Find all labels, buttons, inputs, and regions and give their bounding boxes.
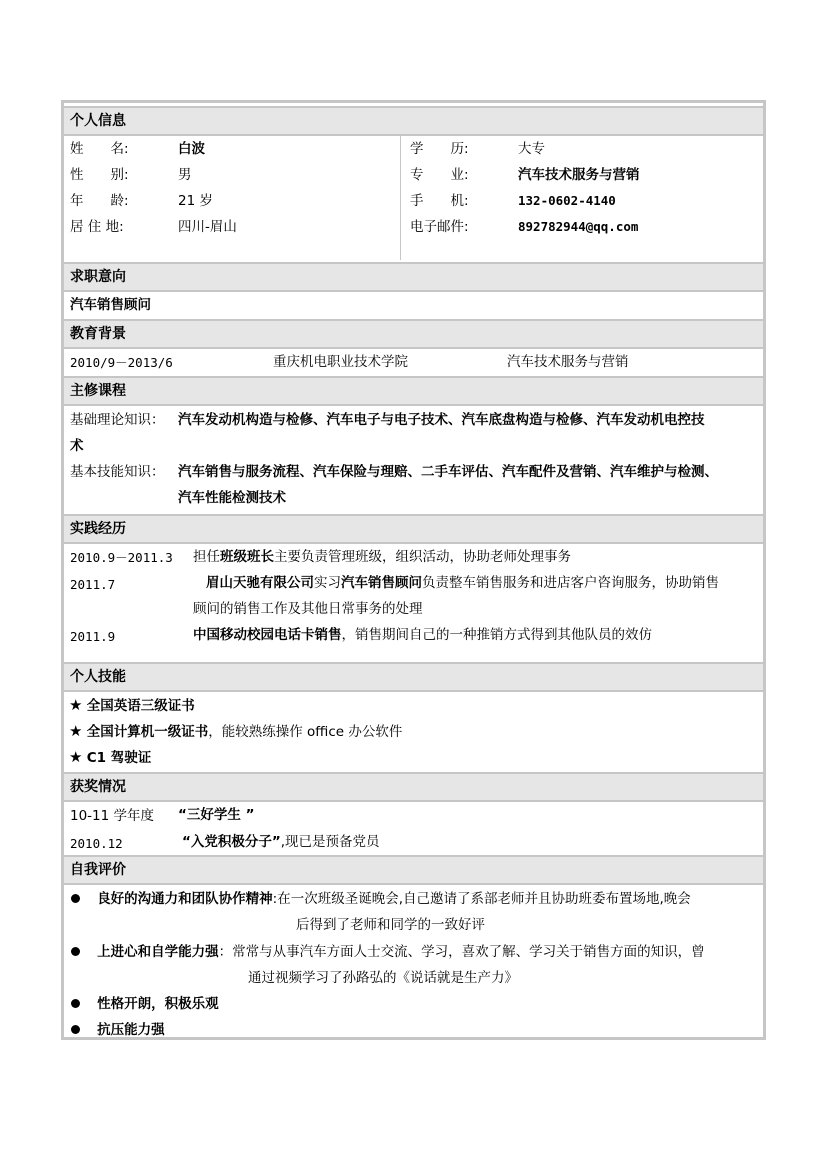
self-eval-4-title: 抗压能力强: [97, 1022, 165, 1038]
self-eval-3-title: 性格开朗，积极乐观: [97, 996, 219, 1012]
courses-theory-line1: 汽车发动机构造与检修、汽车电子与电子技术、汽车底盘构造与检修、汽车发动机电控技: [178, 412, 705, 428]
major-label: 专 业:: [410, 167, 469, 183]
practice3-activity: 中国移动校园电话卡销售: [193, 627, 342, 643]
practice2-text-d: 负责整车销售服务和进店客户咨询服务，协助销售: [422, 575, 719, 591]
phone-label: 手 机:: [410, 193, 469, 209]
skill-3-text: C1 驾驶证: [86, 750, 152, 766]
phone-value: 132-0602-4140: [518, 193, 616, 208]
practice2-role: 汽车销售顾问: [341, 575, 422, 591]
education-school: 重庆机电职业技术学院: [273, 354, 408, 370]
section-header-skills: 个人技能: [64, 662, 763, 692]
award1-title: “三好学生 ”: [178, 807, 255, 823]
age-value: 21 岁: [178, 193, 213, 209]
column-divider: [400, 134, 401, 260]
award2-rest: ,现已是预备党员: [280, 834, 380, 850]
courses-theory-line2: 术: [70, 438, 84, 454]
resume-sheet: [61, 100, 766, 1040]
section-header-personal: 个人信息: [64, 106, 763, 136]
bullet-icon: [71, 999, 80, 1008]
practice3-text: [193, 626, 652, 644]
courses-skill-line2: 汽车性能检测技术: [178, 490, 286, 506]
email-label: 电子邮件:: [410, 219, 469, 235]
skill-1-text: 全国英语三级证书: [86, 698, 195, 714]
name-label: 姓 名:: [70, 141, 129, 157]
email-value: 892782944@qq.com: [518, 219, 639, 234]
education-period: 2010/9－2013/6: [70, 355, 173, 370]
bullet-icon: [71, 947, 80, 956]
gender-value: 男: [178, 167, 192, 183]
skill-2-rest: ，能较熟练操作 office 办公软件: [208, 724, 403, 740]
courses-skill-label: 基本技能知识：: [70, 464, 165, 480]
self-eval-item-4: [71, 1021, 165, 1039]
intent-position: 汽车销售顾问: [70, 297, 151, 313]
section-header-awards: 获奖情况: [64, 772, 763, 802]
practice3-text-b: ，销售期间自己的一种推销方式得到其他队员的效仿: [341, 627, 652, 643]
education-major: 汽车技术服务与营销: [507, 354, 629, 370]
name-value: 白波: [178, 141, 205, 157]
residence-label: 居 住 地:: [70, 219, 124, 235]
self-eval-item-2: [71, 943, 705, 961]
self-eval-2-title: 上进心和自学能力强: [97, 944, 219, 960]
award1-date: 10-11 学年度: [70, 808, 155, 824]
section-header-education: 教育背景: [64, 319, 763, 349]
bullet-icon: [71, 1025, 80, 1034]
practice1-text-c: 主要负责管理班级，组织活动，协助老师处理事务: [274, 549, 571, 565]
award2-text: [182, 833, 380, 851]
section-header-self: 自我评价: [64, 855, 763, 885]
practice1-text-a: 担任: [193, 549, 220, 565]
practice1-date: 2010.9－2011.3: [70, 550, 173, 565]
section-header-practice: 实践经历: [64, 514, 763, 544]
skill-item-2: [69, 722, 402, 741]
section-header-intent: 求职意向: [64, 262, 763, 292]
practice2-text: [206, 574, 719, 592]
section-header-courses: 主修课程: [64, 376, 763, 406]
practice3-date: 2011.9: [70, 629, 116, 644]
self-eval-item-3: [71, 995, 219, 1013]
award2-date: 2010.12: [70, 836, 123, 851]
bullet-icon: [71, 894, 80, 903]
star-icon: ★: [69, 696, 83, 714]
skill-item-3: [69, 748, 151, 767]
age-label: 年 龄:: [70, 193, 129, 209]
star-icon: ★: [69, 748, 83, 766]
self-eval-1-text: :在一次班级圣诞晚会,自己邀请了系部老师并且协助班委布置场地,晚会: [272, 891, 691, 907]
courses-theory-label: 基础理论知识：: [70, 412, 165, 428]
practice1-role: 班级班长: [220, 549, 274, 565]
star-icon: ★: [69, 722, 83, 740]
self-eval-1-line2: 后得到了老师和同学的一致好评: [296, 917, 485, 933]
practice1-text: [193, 548, 571, 566]
degree-label: 学 历:: [410, 141, 469, 157]
major-value: 汽车技术服务与营销: [518, 167, 640, 183]
practice2-date: 2011.7: [70, 577, 116, 592]
practice2-line2: 顾问的销售工作及其他日常事务的处理: [193, 601, 423, 617]
self-eval-2-text: ：常常与从事汽车方面人士交流、学习，喜欢了解、学习关于销售方面的知识，曾: [218, 944, 705, 960]
gender-label: 性 别:: [70, 167, 129, 183]
courses-skill-line1: 汽车销售与服务流程、汽车保险与理赔、二手车评估、汽车配件及营销、汽车维护与检测、: [178, 464, 718, 480]
self-eval-item-1: [71, 890, 691, 908]
award2-title: “入党积极分子”: [182, 834, 281, 850]
degree-value: 大专: [518, 141, 545, 157]
residence-value: 四川-眉山: [178, 219, 237, 235]
self-eval-2-line2: 通过视频学习了孙路弘的《说话就是生产力》: [248, 970, 518, 986]
practice2-text-b: 实习: [314, 575, 341, 591]
self-eval-1-title: 良好的沟通力和团队协作精神: [97, 891, 273, 907]
practice2-company: 眉山天驰有限公司: [206, 575, 314, 591]
skill-2-text: 全国计算机一级证书: [86, 724, 209, 740]
skill-item-1: [69, 696, 195, 715]
